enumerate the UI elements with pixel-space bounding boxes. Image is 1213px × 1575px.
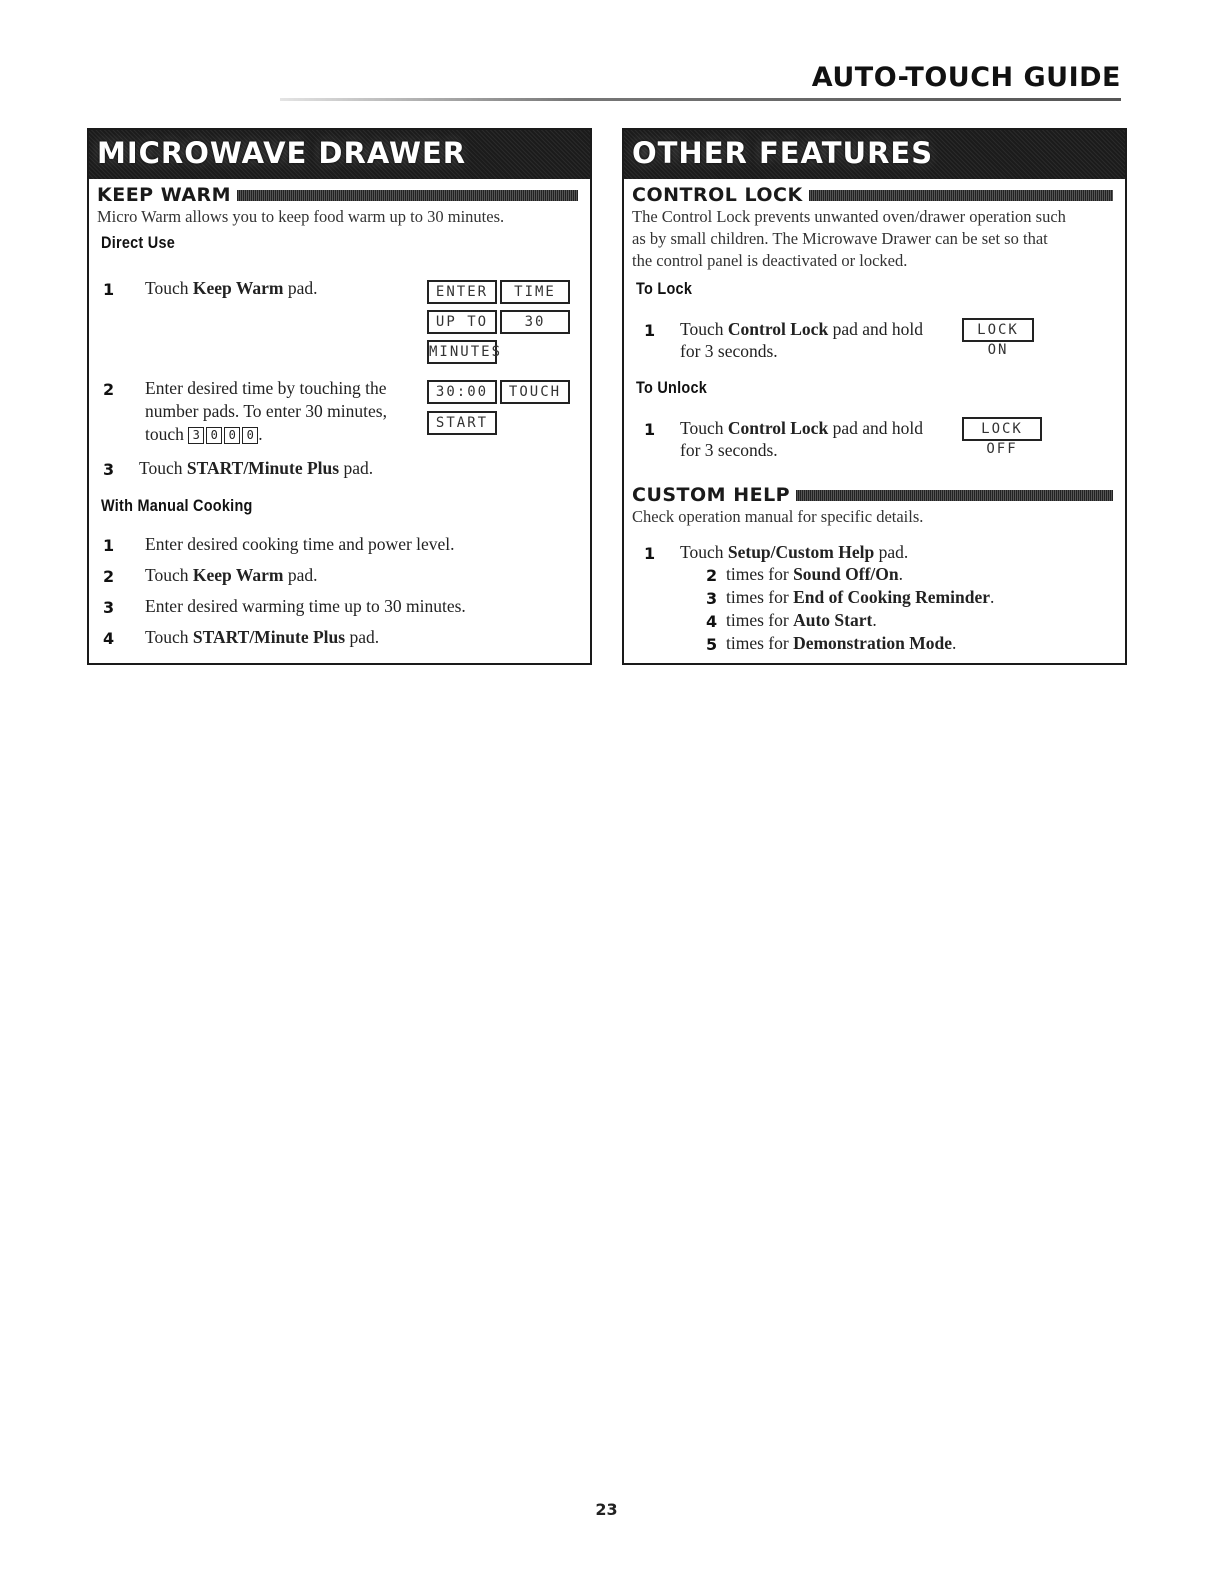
step-number: 3 bbox=[103, 460, 115, 479]
step-text bbox=[145, 277, 317, 299]
number-pad-key: 0 bbox=[242, 427, 258, 444]
step-number: 2 bbox=[103, 567, 115, 586]
step-text-bold: Setup/Custom Help bbox=[727, 542, 875, 562]
section-description-line: as by small children. The Microwave Drawer can be set so that bbox=[632, 229, 1048, 248]
display-30: 30 bbox=[500, 310, 570, 334]
step-text-bold: Keep Warm bbox=[192, 278, 284, 298]
step-text-bold: Keep Warm bbox=[192, 565, 284, 585]
step-text-post: pad. bbox=[345, 627, 380, 647]
step-text-pre: Touch bbox=[145, 278, 193, 298]
display-touch: TOUCH bbox=[500, 380, 570, 404]
option-text-post: . bbox=[872, 610, 877, 630]
option-text-bold: Demonstration Mode bbox=[793, 633, 953, 653]
step-text bbox=[145, 564, 317, 586]
step-text bbox=[680, 417, 923, 439]
microwave-drawer-banner bbox=[89, 130, 590, 179]
keypad-sequence bbox=[188, 427, 258, 444]
step-number: 1 bbox=[644, 420, 656, 439]
section-header bbox=[632, 184, 1113, 206]
step-text: Enter desired warming time up to 30 minutes. bbox=[145, 596, 466, 616]
step-number: 1 bbox=[644, 544, 656, 563]
option-text-bold: Sound Off/On bbox=[793, 564, 899, 584]
step-text-post: pad and hold bbox=[828, 319, 923, 339]
step-text-post: pad. bbox=[283, 565, 318, 585]
banner-title: MICROWAVE DRAWER bbox=[97, 136, 467, 170]
option-text-post: . bbox=[989, 587, 995, 607]
section-title: CONTROL LOCK bbox=[632, 184, 803, 206]
step-number: 2 bbox=[103, 380, 115, 399]
other-features-panel bbox=[622, 128, 1127, 665]
display-start: START bbox=[427, 411, 497, 435]
step-text: for 3 seconds. bbox=[680, 440, 778, 460]
display-lock-off: LOCK OFF bbox=[962, 417, 1042, 441]
page-number: 23 bbox=[595, 1500, 618, 1519]
microwave-drawer-panel bbox=[87, 128, 592, 665]
step-text: for 3 seconds. bbox=[680, 341, 778, 361]
step-text bbox=[680, 541, 908, 563]
step-text-pre: Touch bbox=[145, 627, 193, 647]
display-30-00: 30:00 bbox=[427, 380, 497, 404]
step-text-pre: Touch bbox=[139, 458, 187, 478]
option-text bbox=[726, 586, 994, 608]
keep-warm-section bbox=[97, 184, 578, 228]
section-description: Check operation manual for specific details. bbox=[632, 507, 924, 526]
section-header bbox=[632, 484, 1113, 506]
step-text-pre: Touch bbox=[680, 542, 728, 562]
step-text-post: pad and hold bbox=[828, 418, 923, 438]
subheading-manual-cooking: With Manual Cooking bbox=[101, 496, 253, 515]
option-text-pre: times for bbox=[726, 633, 794, 653]
title-rule bbox=[280, 98, 1121, 101]
other-features-banner bbox=[624, 130, 1125, 179]
section-description: Micro Warm allows you to keep food warm up to 30 minutes. bbox=[97, 207, 505, 226]
step-text-post: . bbox=[258, 424, 263, 444]
option-number: 5 bbox=[706, 635, 718, 654]
step-text-post: pad. bbox=[874, 542, 909, 562]
step-text: Enter desired time by touching the bbox=[145, 378, 387, 398]
display-up-to: UP TO bbox=[427, 310, 497, 334]
step-text-pre: Touch bbox=[145, 565, 193, 585]
option-number: 3 bbox=[706, 589, 718, 608]
step-text-post: pad. bbox=[283, 278, 318, 298]
subheading-to-lock: To Lock bbox=[636, 279, 693, 298]
section-header bbox=[97, 184, 578, 206]
step-text: Enter desired cooking time and power level. bbox=[145, 534, 455, 554]
step-text-pre: Touch bbox=[680, 319, 728, 339]
step-text-bold: Control Lock bbox=[727, 418, 829, 438]
section-bar bbox=[809, 190, 1113, 201]
option-text bbox=[726, 609, 877, 631]
step-text bbox=[145, 423, 263, 445]
step-number: 4 bbox=[103, 629, 115, 648]
option-text bbox=[726, 632, 956, 654]
option-text-pre: times for bbox=[726, 564, 794, 584]
step-text bbox=[139, 457, 373, 479]
step-number: 1 bbox=[644, 321, 656, 340]
step-text: number pads. To enter 30 minutes, bbox=[145, 401, 387, 421]
section-title: KEEP WARM bbox=[97, 184, 232, 206]
display-enter: ENTER bbox=[427, 280, 497, 304]
step-text-bold: Control Lock bbox=[727, 319, 829, 339]
subheading-direct-use: Direct Use bbox=[101, 233, 176, 252]
display-minutes: MINUTES bbox=[427, 340, 497, 364]
step-number: 3 bbox=[103, 598, 115, 617]
banner-title: OTHER FEATURES bbox=[632, 136, 934, 170]
display-lock-on: LOCK ON bbox=[962, 318, 1034, 342]
step-text bbox=[145, 626, 379, 648]
step-text bbox=[680, 318, 923, 340]
number-pad-key: 0 bbox=[206, 427, 222, 444]
option-text-post: . bbox=[898, 564, 903, 584]
step-text-bold: START/Minute Plus bbox=[192, 627, 346, 647]
step-text-bold: START/Minute Plus bbox=[186, 458, 340, 478]
option-number: 4 bbox=[706, 612, 718, 631]
option-text bbox=[726, 563, 903, 585]
number-pad-key: 3 bbox=[188, 427, 204, 444]
step-number: 1 bbox=[103, 280, 115, 299]
page-title: AUTO-TOUCH GUIDE bbox=[811, 62, 1121, 93]
option-text-pre: times for bbox=[726, 587, 794, 607]
display-time: TIME bbox=[500, 280, 570, 304]
section-description-line: The Control Lock prevents unwanted oven/drawer operation such bbox=[632, 207, 1066, 226]
option-text-bold: End of Cooking Reminder bbox=[793, 587, 990, 607]
section-description-line: the control panel is deactivated or locked. bbox=[632, 251, 908, 270]
step-text-post: pad. bbox=[339, 458, 374, 478]
custom-help-section bbox=[632, 484, 1113, 528]
subheading-to-unlock: To Unlock bbox=[636, 378, 708, 397]
control-lock-section bbox=[632, 184, 1113, 272]
section-bar bbox=[237, 190, 578, 201]
step-text-pre: Touch bbox=[680, 418, 728, 438]
step-text-pre: touch bbox=[145, 424, 189, 444]
section-bar bbox=[796, 490, 1113, 501]
number-pad-key: 0 bbox=[224, 427, 240, 444]
option-number: 2 bbox=[706, 566, 718, 585]
step-number: 1 bbox=[103, 536, 115, 555]
option-text-post: . bbox=[952, 633, 957, 653]
section-title: CUSTOM HELP bbox=[632, 484, 791, 506]
option-text-pre: times for bbox=[726, 610, 794, 630]
option-text-bold: Auto Start bbox=[793, 610, 873, 630]
